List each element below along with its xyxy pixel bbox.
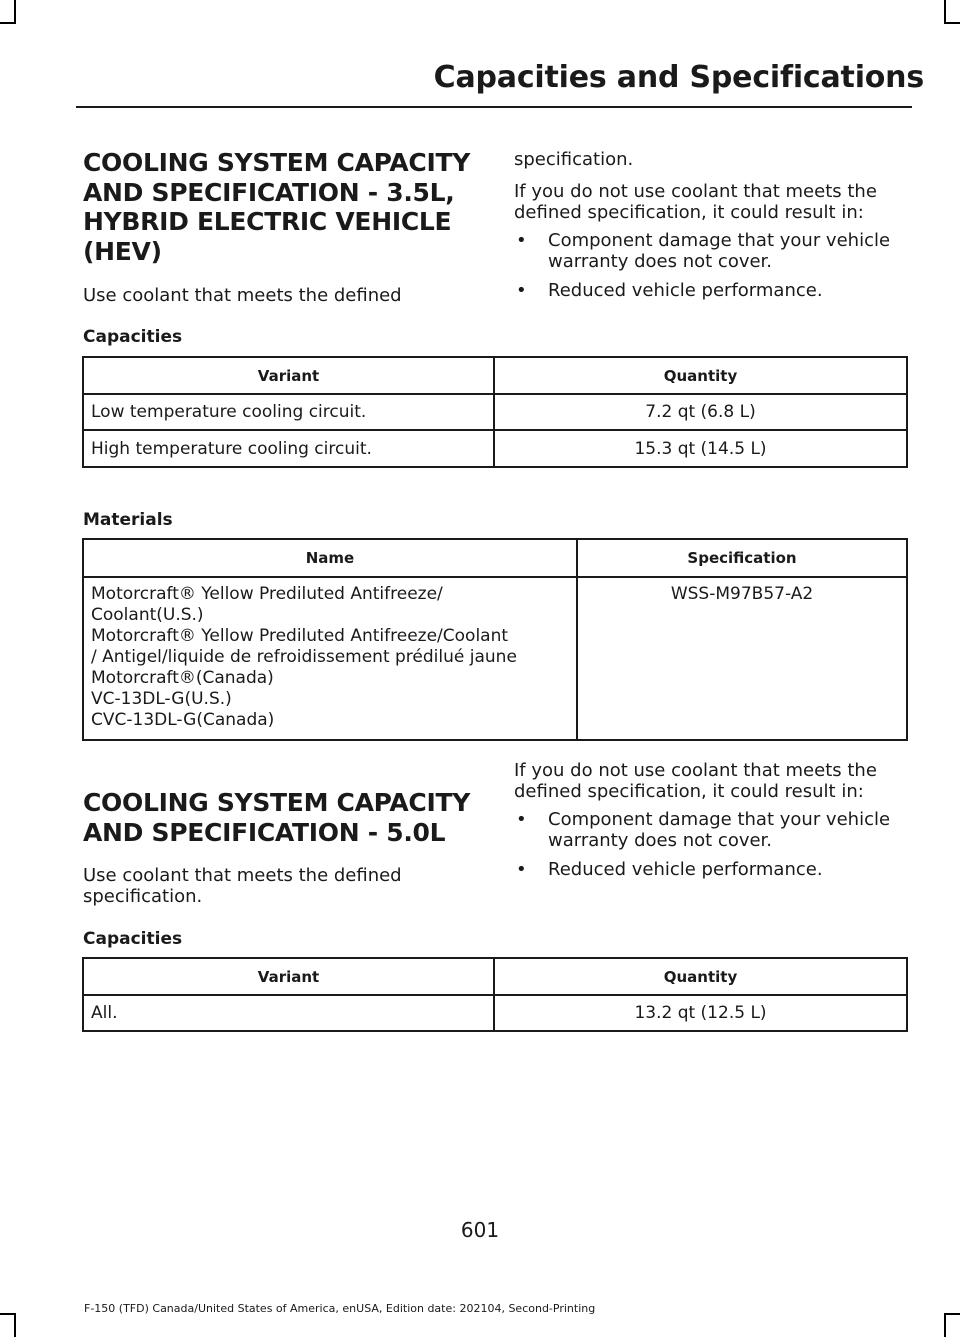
- specification-cell: [577, 577, 907, 740]
- table-row: [83, 430, 907, 467]
- page-header-title: Capacities and Specifications: [433, 60, 924, 95]
- text-line: If you do not use coolant that meets the: [514, 760, 877, 781]
- table-cell: 15.3 qt (14.5 L): [494, 430, 907, 467]
- table-cell: 13.2 qt (12.5 L): [494, 995, 907, 1031]
- heading-line: HYBRID ELECTRIC VEHICLE: [83, 207, 452, 236]
- text-line: CVC-13DL-G(Canada): [91, 710, 275, 730]
- text-line: • Component damage that your vehicle: [548, 809, 891, 830]
- text-line: Motorcraft® Yellow Prediluted Antifreeze/Coolant: [91, 626, 509, 646]
- column-header: Variant: [83, 357, 494, 394]
- crop-mark: [944, 22, 960, 24]
- list-item: [514, 280, 890, 301]
- text-line: defined specification, it could result in:: [514, 202, 864, 223]
- text-line: specification.: [514, 149, 634, 170]
- capacities-title: Capacities: [83, 327, 183, 347]
- table-cell: Low temperature cooling circuit.: [83, 394, 494, 430]
- text-line: Use coolant that meets the defined: [83, 285, 402, 306]
- table-cell: 7.2 qt (6.8 L): [494, 394, 907, 430]
- capacities-table-5-0l: [82, 957, 908, 1032]
- material-name-cell: [83, 577, 577, 740]
- column-header: Specification: [577, 539, 907, 577]
- materials-table: [82, 538, 908, 741]
- text-line: specification.: [83, 886, 203, 907]
- intro-text: [83, 865, 402, 907]
- text-line: Use coolant that meets the defined: [83, 865, 402, 886]
- text-line: Motorcraft®(Canada): [91, 668, 274, 688]
- warning-text: [514, 181, 877, 223]
- text-line: Motorcraft® Yellow Prediluted Antifreeze/: [91, 584, 443, 604]
- footer-edition: F-150 (TFD) Canada/United States of America, enUSA, Edition date: 202104, Second-Printing: [84, 1302, 596, 1315]
- capacities-table-3-5l: [82, 356, 908, 468]
- section-heading-3-5l: [83, 148, 470, 266]
- intro-text: [83, 285, 402, 306]
- list-item: [514, 230, 890, 272]
- heading-line: AND SPECIFICATION - 3.5L,: [83, 177, 455, 207]
- text-line: • Component damage that your vehicle: [548, 230, 891, 251]
- heading-line: COOLING SYSTEM CAPACITY: [83, 788, 471, 817]
- capacities-title: Capacities: [83, 929, 183, 949]
- text-line: Coolant(U.S.): [91, 605, 204, 625]
- table-cell: All.: [83, 995, 494, 1031]
- page-number: 601: [460, 1218, 500, 1242]
- table-row: [83, 394, 907, 430]
- consequence-list: [514, 809, 890, 888]
- crop-mark: [944, 0, 946, 24]
- crop-mark: [0, 1313, 16, 1315]
- materials-title: Materials: [83, 510, 173, 530]
- text-line: warranty does not cover.: [548, 251, 773, 272]
- heading-line: AND SPECIFICATION - 5.0L: [83, 817, 446, 847]
- column-header: Quantity: [494, 958, 907, 995]
- column-header: Variant: [83, 958, 494, 995]
- text-line: VC-13DL-G(U.S.): [91, 689, 232, 709]
- list-item: [514, 809, 890, 851]
- text-line: defined specification, it could result in:: [514, 781, 864, 802]
- text-line: • Reduced vehicle performance.: [548, 280, 823, 301]
- table-cell: High temperature cooling circuit.: [83, 430, 494, 467]
- text-line: If you do not use coolant that meets the: [514, 181, 877, 202]
- crop-mark: [944, 1313, 960, 1315]
- table-row: [83, 995, 907, 1031]
- warning-text: [514, 760, 877, 802]
- crop-mark: [0, 22, 16, 24]
- list-item: [514, 859, 890, 880]
- crop-mark: [14, 0, 16, 24]
- column-header: Name: [83, 539, 577, 577]
- crop-mark: [14, 1313, 16, 1337]
- text-line: • Reduced vehicle performance.: [548, 859, 823, 880]
- consequence-list: [514, 230, 890, 309]
- intro-continuation: [514, 149, 633, 170]
- heading-line: (HEV): [83, 236, 162, 266]
- crop-mark: [944, 1313, 946, 1337]
- text-line: WSS-M97B57-A2: [670, 584, 814, 604]
- section-heading-5-0l: [83, 788, 470, 847]
- table-row: [83, 577, 907, 740]
- text-line: / Antigel/liquide de refroidissement prédilué jaune: [91, 647, 517, 667]
- header-rule: [76, 106, 912, 108]
- text-line: warranty does not cover.: [548, 830, 773, 851]
- column-header: Quantity: [494, 357, 907, 394]
- heading-line: COOLING SYSTEM CAPACITY: [83, 148, 471, 177]
